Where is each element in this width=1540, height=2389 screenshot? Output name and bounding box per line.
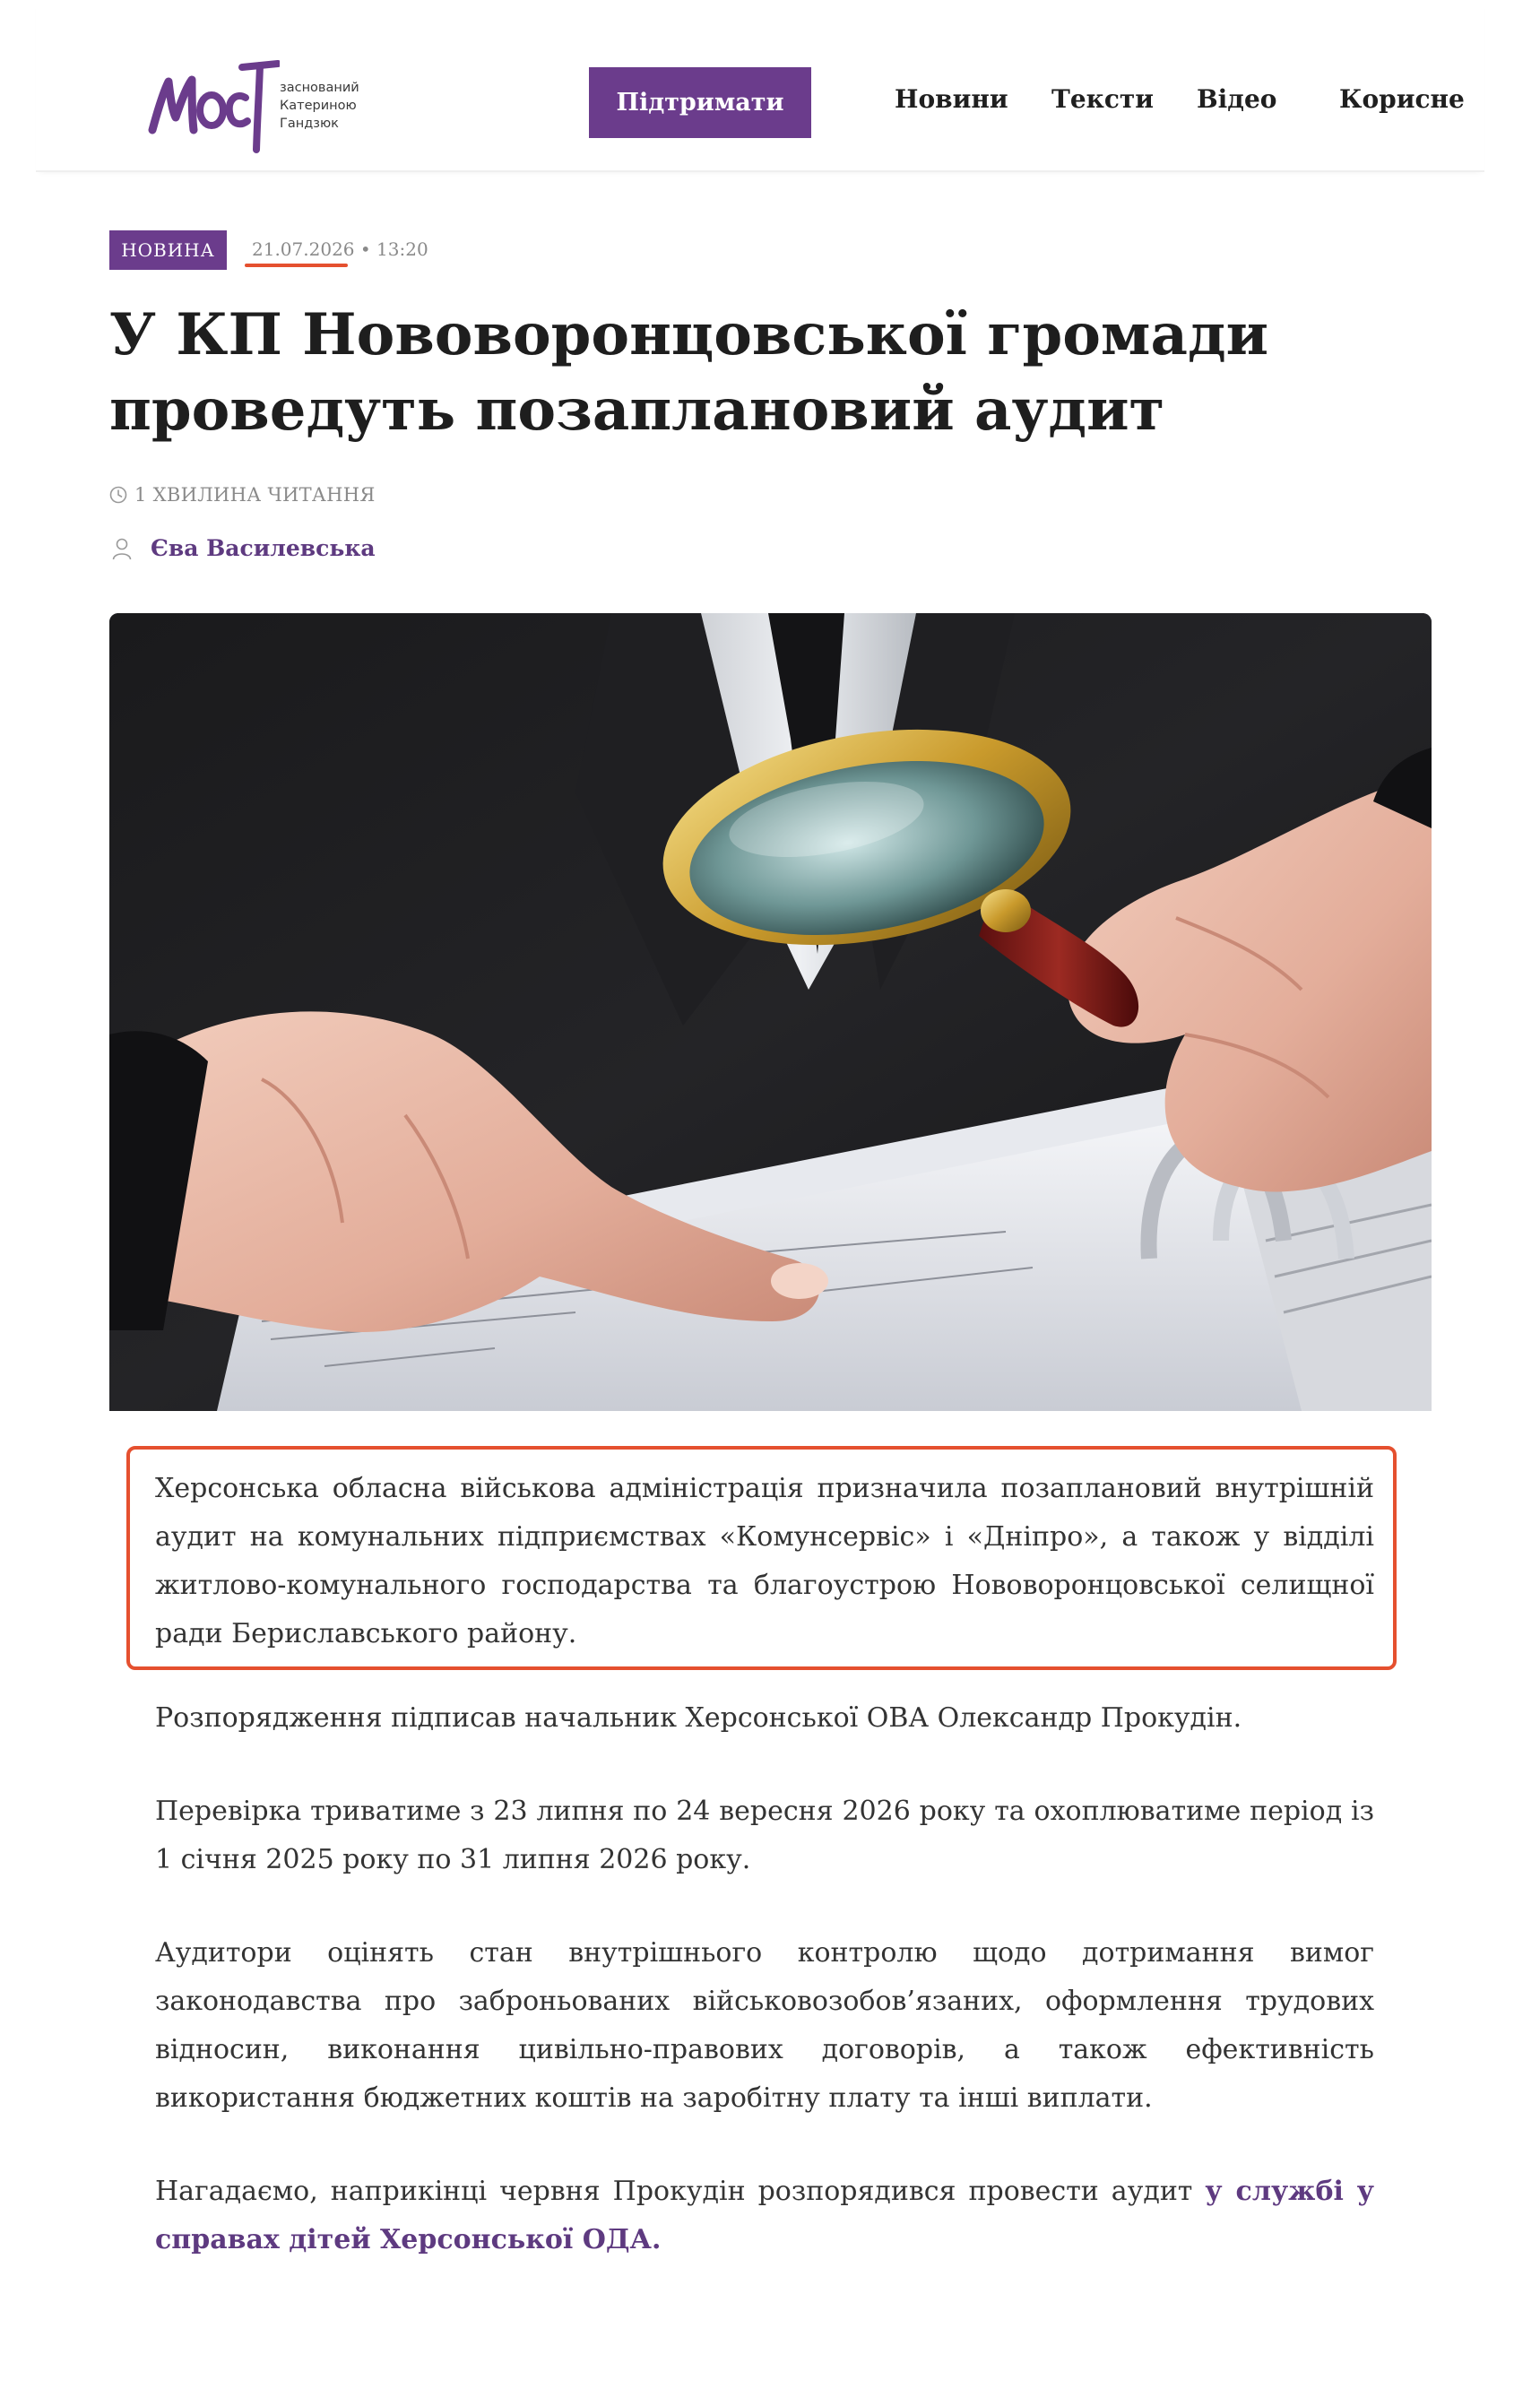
site-header xyxy=(36,0,1484,172)
hero-image xyxy=(109,613,1432,1411)
site-logo[interactable] xyxy=(145,43,378,160)
related-article-link[interactable]: у службі у справах дітей Херсонської ОДА. xyxy=(155,2176,1374,2255)
article-title: У КП Нововоронцовської громади проведуть позаплановий аудит xyxy=(109,301,1269,444)
article-paragraph-2: Розпорядження підписав начальник Херсонської ОВА Олександр Прокудін. xyxy=(155,1702,1242,1734)
reading-time xyxy=(109,484,376,506)
date-annotation-underline xyxy=(245,264,348,267)
clock-icon xyxy=(109,486,127,504)
nav-video[interactable]: Відео xyxy=(1197,84,1277,114)
magnifying-glass-documents-image xyxy=(109,613,1432,1411)
user-icon xyxy=(111,537,133,560)
article-paragraph-1: Херсонська обласна військова адміністрація призначила позаплановий внутрішній аудит на комунальних підприємствах «Комунсервіс» і «Дніпро», а також у відділі житлово-комунального господарства та благоустрою Нововоронцовської селищної ради Бериславського району. xyxy=(155,1473,1374,1649)
last-paragraph-text: Нагадаємо, наприкінці червня Прокудін розпорядився провести аудит xyxy=(155,2176,1206,2207)
article-paragraph-4: Аудитори оцінять стан внутрішнього контролю щодо дотримання вимог законодавства про заброньованих військовозобов’язаних, оформлення трудових відносин, виконання цивільно-правових договорів, а також ефективність використання бюджетних коштів на заробітну плату та інші виплати. xyxy=(155,1937,1374,2114)
logo-mark-icon xyxy=(145,48,280,155)
support-button[interactable]: Підтримати xyxy=(589,67,811,138)
article-paragraph-5 xyxy=(155,2168,1374,2264)
publish-date: 21.07.2026 xyxy=(252,238,355,260)
publish-datetime xyxy=(252,238,428,260)
category-badge[interactable]: НОВИНА xyxy=(109,230,227,270)
article-paragraph-3: Перевірка триватиме з 23 липня по 24 вересня 2026 року та охоплюватиме період із 1 січня 2025 року по 31 липня 2026 року. xyxy=(155,1796,1374,1875)
author-line xyxy=(111,535,376,561)
logo-tagline: заснований Катериною Гандзюк xyxy=(280,81,359,131)
author-link[interactable]: Єва Василевська xyxy=(151,535,376,561)
nav-useful[interactable]: Корисне xyxy=(1339,84,1465,114)
nav-texts[interactable]: Тексти xyxy=(1051,84,1155,114)
publish-time: 13:20 xyxy=(376,238,428,260)
reading-time-label: 1 ХВИЛИНА ЧИТАННЯ xyxy=(134,484,376,506)
meta-separator: • xyxy=(359,238,371,260)
nav-news[interactable]: Новини xyxy=(895,84,1008,114)
